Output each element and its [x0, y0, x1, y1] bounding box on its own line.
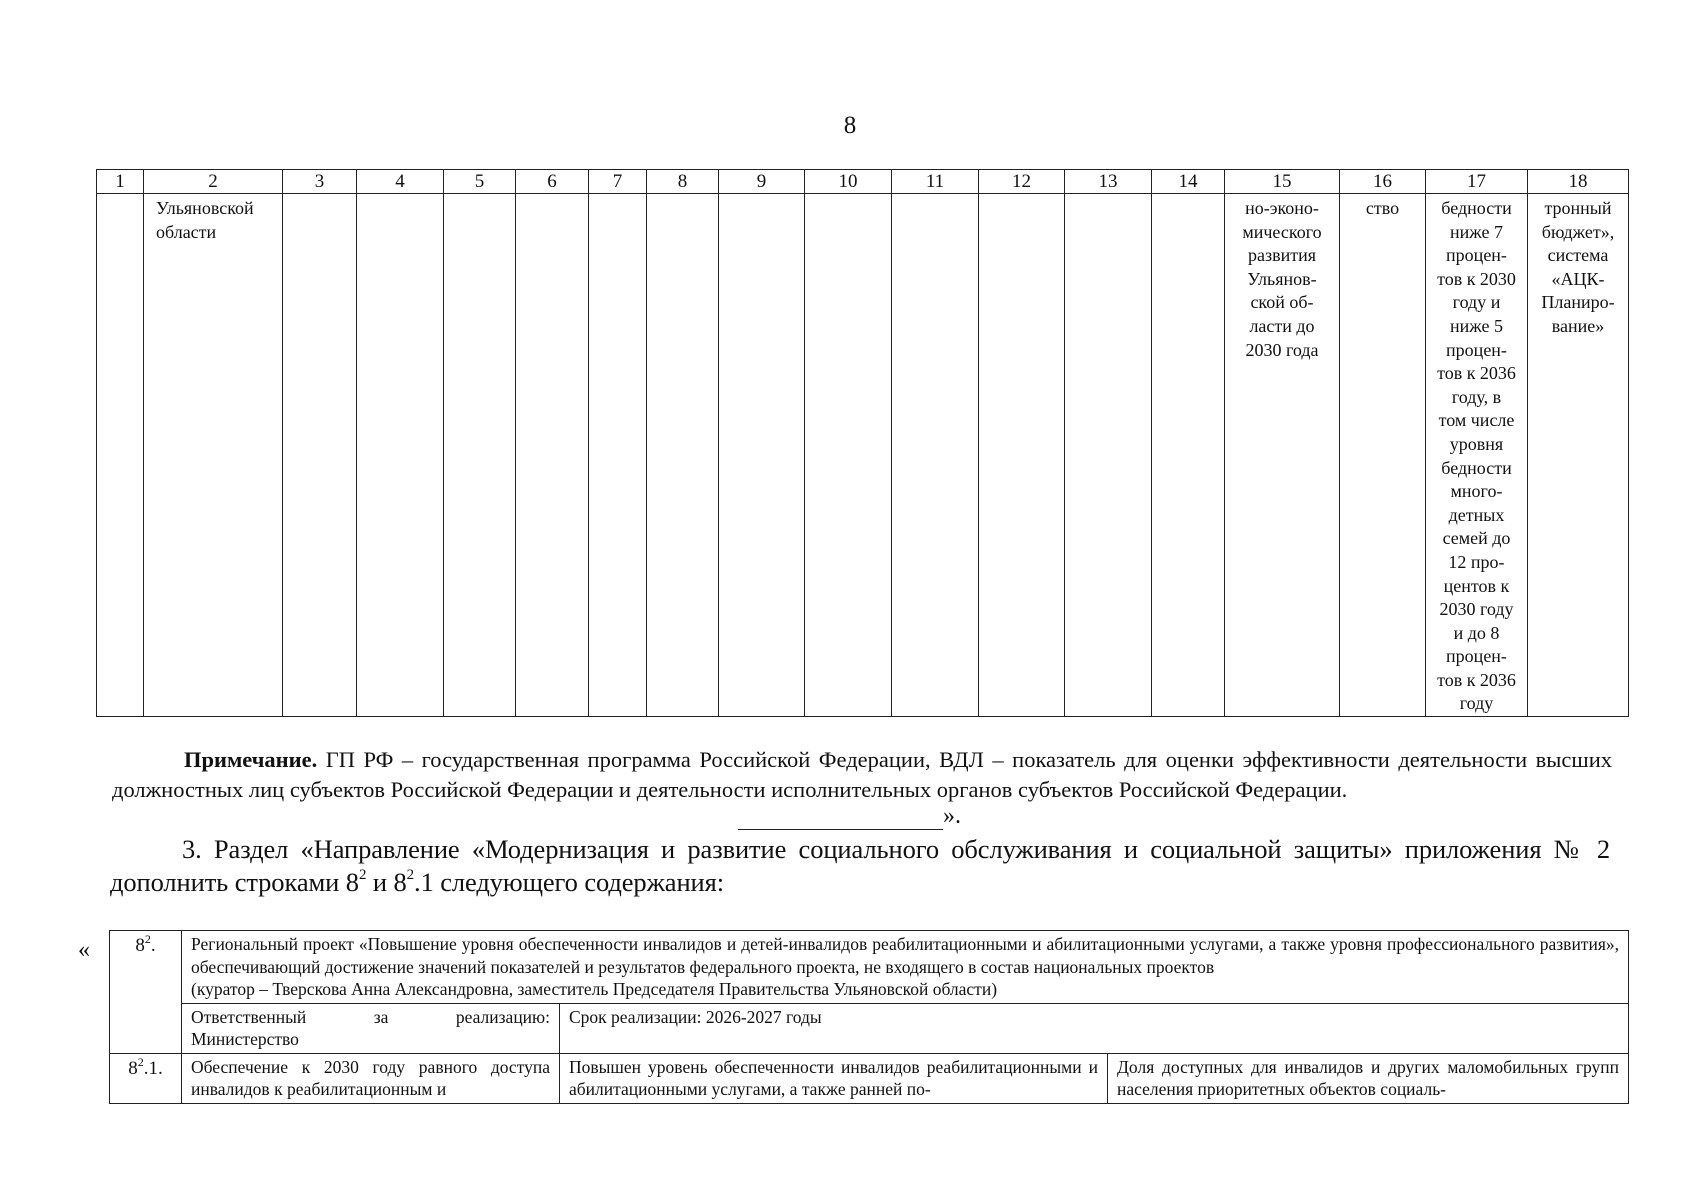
section-text-1: 3. Раздел «Направление «Модернизация и развитие социального обслуживания и социальной защиты» приложения № 2 дополнить строками 8: [110, 834, 1610, 897]
table-cell-strategy: но-эконо- мического развития Ульянов- ской об- ласти до 2030 года: [1225, 194, 1340, 717]
col-header: 2: [144, 170, 283, 194]
col-header: 10: [805, 170, 892, 194]
col-header: 6: [516, 170, 589, 194]
table-cell-poverty: бедности ниже 7 процен- тов к 2030 году и ниже 5 процен- тов к 2036 году, в том числе уровня бедности много- детных семей до 12 про- центов к 2030 году и до 8 процен- тов к 2036 году: [1426, 194, 1528, 717]
row-number: [110, 931, 182, 1054]
col-header: 4: [357, 170, 444, 194]
col-header: 9: [719, 170, 805, 194]
table-cell: [589, 194, 647, 717]
table-row: [110, 1053, 1629, 1103]
responsible-cell: [182, 1003, 560, 1053]
row-number-sup: 2: [144, 932, 151, 946]
col-header: 7: [589, 170, 647, 194]
project-description: [182, 931, 1629, 1004]
row-number-sup: 2: [137, 1054, 144, 1069]
project-curator: (куратор – Тверскова Анна Александровна, заместитель Председателя Правительства Ульяновской области): [191, 979, 998, 999]
table-new-rows: [109, 930, 1629, 1104]
separator-line: [738, 807, 943, 830]
col-header: 14: [1152, 170, 1225, 194]
table-cell: [719, 194, 805, 717]
period-cell: Срок реализации: 2026-2027 годы: [560, 1003, 1629, 1053]
col-header: 16: [1340, 170, 1426, 194]
table-row: [97, 194, 1629, 717]
table-header-row: [97, 170, 1629, 194]
col-header: 18: [1528, 170, 1629, 194]
col-header: 15: [1225, 170, 1340, 194]
note-text: ГП РФ – государственная программа Российской Федерации, ВДЛ – показатель для оценки эффективности деятельности высших должностных лиц субъектов Российской Федерации и деятельности исполнительных органов субъектов Российской Федерации.: [112, 747, 1612, 802]
section-sup-2: 2: [406, 867, 415, 883]
page-number: 8: [843, 112, 857, 139]
indicator-cell: Доля доступных для инвалидов и других маломобильных групп населения приоритетных объектов социаль-: [1108, 1053, 1629, 1103]
responsible-ministry: Министерство: [191, 1029, 299, 1049]
col-header: 13: [1065, 170, 1152, 194]
col-header: 8: [647, 170, 719, 194]
table-cell: [979, 194, 1065, 717]
table-cell-system: тронный бюджет», система «АЦК- Планиро- вание»: [1528, 194, 1629, 717]
section-sup-1: 2: [358, 867, 367, 883]
row-number-tail: .1.: [143, 1057, 163, 1079]
col-header: 12: [979, 170, 1065, 194]
table-row: [110, 1003, 1629, 1053]
col-header: 17: [1426, 170, 1528, 194]
table-continuation: [96, 169, 1629, 717]
section-text-2: и 8: [366, 867, 407, 897]
responsible-label: Ответственный за реализацию:: [191, 1006, 550, 1027]
table-cell: [647, 194, 719, 717]
section-paragraph: [110, 833, 1610, 899]
section-text-3: .1 следующего содержания:: [414, 867, 724, 897]
table-cell: [1065, 194, 1152, 717]
col-header: 11: [892, 170, 979, 194]
table-cell: [444, 194, 516, 717]
project-text: Региональный проект «Повышение уровня обеспеченности инвалидов и детей-инвалидов реабилитационными и абилитационными услугами, а также уровня профессионального развития», обеспечивающий достижение значений показателей и результатов федерального проекта, не входящего в состав национальных проектов: [191, 934, 1619, 977]
note-label: Примечание.: [184, 747, 318, 772]
table-cell-region: Ульяновской области: [144, 194, 283, 717]
opening-quote: «: [78, 937, 90, 963]
note-end: [738, 803, 961, 830]
table-row: [110, 931, 1629, 1004]
note-paragraph: [112, 745, 1612, 805]
table-cell: [892, 194, 979, 717]
table-cell: [1152, 194, 1225, 717]
row-number: [110, 1053, 182, 1103]
closing-quote: ».: [943, 803, 961, 829]
table-cell: [97, 194, 144, 717]
table-cell: [357, 194, 444, 717]
task-cell: Обеспечение к 2030 году равного доступа инвалидов к реабилитационным и: [182, 1053, 560, 1103]
effect-cell: Повышен уровень обеспеченности инвалидов реабилитационными и абилитационными услугами, а также ранней по-: [560, 1053, 1108, 1103]
col-header: 3: [283, 170, 357, 194]
table-cell: [805, 194, 892, 717]
col-header: 1: [97, 170, 144, 194]
table-cell: [283, 194, 357, 717]
row-number-base: 8: [135, 935, 145, 956]
row-number-base: 8: [128, 1057, 138, 1079]
table-cell-col16: ство: [1340, 194, 1426, 717]
col-header: 5: [444, 170, 516, 194]
row-number-tail: .: [150, 935, 156, 956]
table-cell: [516, 194, 589, 717]
